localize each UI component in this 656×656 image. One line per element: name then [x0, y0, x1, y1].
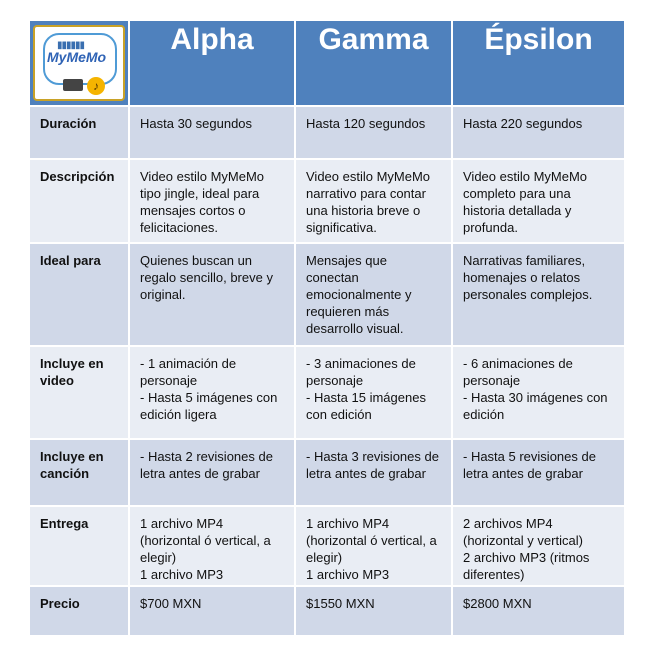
plan-header-gamma: Gamma	[296, 21, 453, 107]
table-cell: Video estilo MyMeMo completo para una historia detallada y profunda.	[453, 160, 624, 244]
film-icon	[63, 79, 83, 91]
row-label: Incluye en canción	[30, 440, 130, 507]
table-row	[30, 244, 624, 347]
waveform-icon: ▮▮▮▮▮▮	[57, 40, 85, 51]
table-row	[30, 507, 624, 587]
table-row	[30, 107, 624, 160]
table-cell: 1 archivo MP4 (horizontal ó vertical, a elegir) 1 archivo MP3	[130, 507, 296, 587]
table-cell: Quienes buscan un regalo sencillo, breve y original.	[130, 244, 296, 347]
header-row	[30, 21, 624, 107]
price-cell: $1550 MXN	[296, 587, 453, 637]
table-cell: Hasta 120 segundos	[296, 107, 453, 160]
table-cell: - Hasta 5 revisiones de letra antes de grabar	[453, 440, 624, 507]
plan-header-epsilon: Épsilon	[453, 21, 624, 107]
mymemo-logo	[33, 25, 125, 101]
table-cell: Video estilo MyMeMo tipo jingle, ideal para mensajes cortos o felicitaciones.	[130, 160, 296, 244]
table-row	[30, 160, 624, 244]
table-cell: - Hasta 3 revisiones de letra antes de grabar	[296, 440, 453, 507]
row-label: Duración	[30, 107, 130, 160]
table-cell: 1 archivo MP4 (horizontal ó vertical, a elegir) 1 archivo MP3	[296, 507, 453, 587]
row-label: Incluye en video	[30, 347, 130, 440]
table-cell: Video estilo MyMeMo narrativo para contar una historia breve o significativa.	[296, 160, 453, 244]
table-row	[30, 587, 624, 637]
logo-brand-text: MyMeMo	[47, 49, 107, 65]
table-row	[30, 440, 624, 507]
row-label: Precio	[30, 587, 130, 637]
table-cell: 2 archivos MP4 (horizontal y vertical) 2 archivo MP3 (ritmos diferentes)	[453, 507, 624, 587]
table-cell: Hasta 220 segundos	[453, 107, 624, 160]
table-cell: - 6 animaciones de personaje - Hasta 30 imágenes con edición	[453, 347, 624, 440]
row-label: Ideal para	[30, 244, 130, 347]
price-cell: $700 MXN	[130, 587, 296, 637]
table-cell: Mensajes que conectan emocionalmente y requieren más desarrollo visual.	[296, 244, 453, 347]
table-cell: Hasta 30 segundos	[130, 107, 296, 160]
row-label: Descripción	[30, 160, 130, 244]
table-cell: - 1 animación de personaje - Hasta 5 imágenes con edición ligera	[130, 347, 296, 440]
music-note-icon: ♪	[87, 77, 105, 95]
pricing-table	[30, 21, 624, 637]
table-row	[30, 347, 624, 440]
table-cell: Narrativas familiares, homenajes o relatos personales complejos.	[453, 244, 624, 347]
logo-cell	[30, 21, 130, 107]
price-cell: $2800 MXN	[453, 587, 624, 637]
plan-header-alpha: Alpha	[130, 21, 296, 107]
row-label: Entrega	[30, 507, 130, 587]
table-cell: - Hasta 2 revisiones de letra antes de grabar	[130, 440, 296, 507]
table-cell: - 3 animaciones de personaje - Hasta 15 imágenes con edición	[296, 347, 453, 440]
